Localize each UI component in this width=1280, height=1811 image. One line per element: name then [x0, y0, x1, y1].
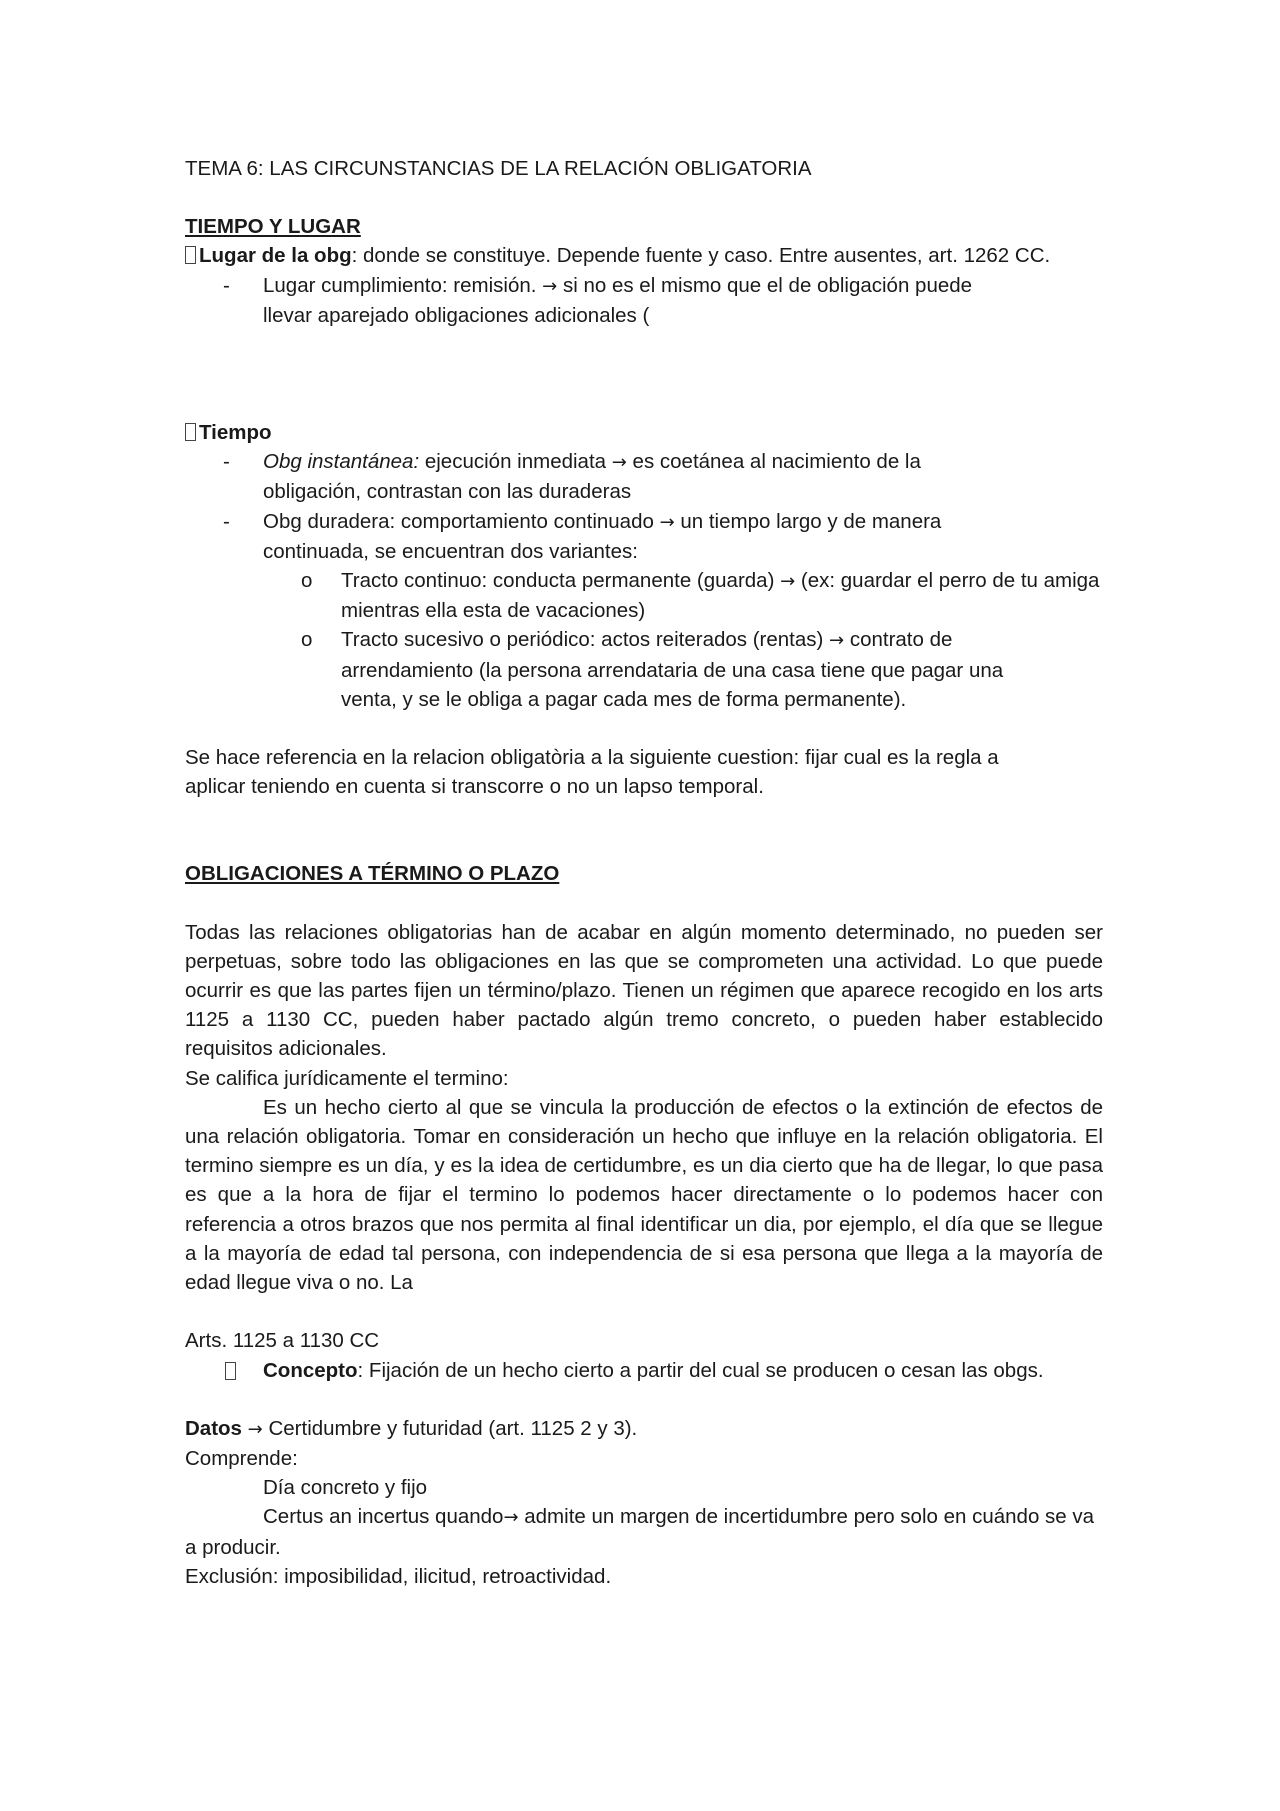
dash-marker: -	[223, 509, 230, 533]
concepto-item	[185, 1356, 1105, 1385]
obg-instantanea-label: Obg instantánea:	[263, 450, 420, 474]
tracto-continuo-detail: (ex: guardar el perro de tu amiga mientras ella esta de vacaciones)	[341, 569, 1100, 623]
tracto-continuo-item	[185, 566, 1101, 625]
arrow-right-icon: →	[611, 452, 627, 474]
lugar-cumplimiento-item	[185, 271, 983, 330]
datos-text: Certidumbre y futuridad (art. 1125 2 y 3).	[262, 1416, 638, 1440]
tiempo-label: Tiempo	[199, 421, 272, 445]
obg-duradera-item	[185, 507, 985, 566]
certus-line	[185, 1502, 1103, 1561]
document-title: TEMA 6: LAS CIRCUNSTANCIAS DE LA RELACIÓN OBLIGATORIA	[185, 157, 812, 180]
arrow-right-icon: →	[247, 1418, 263, 1440]
califica-line: Se califica jurídicamente el termino:	[185, 1066, 509, 1090]
exclusion-line: Exclusión: imposibilidad, ilicitud, retroactividad.	[185, 1564, 612, 1588]
arts-line: Arts. 1125 a 1130 CC	[185, 1329, 380, 1353]
lugar-label: Lugar de la obg	[199, 244, 352, 268]
section-heading-tiempo-lugar: TIEMPO Y LUGAR	[185, 215, 361, 239]
tracto-sucesivo-detail: contrato de arrendamiento (la persona arrendataria de una casa tiene que pagar una venta, y se le obliga a pagar cada mes de forma permanente).	[341, 628, 1004, 711]
missing-glyph-icon	[185, 246, 196, 264]
lugar-cumplimiento-detail: si no es el mismo que el de obligación puede llevar aparejado obligaciones adicionales (	[263, 273, 973, 327]
concepto-text: : Fijación de un hecho cierto a partir del cual se producen o cesan las obgs.	[357, 1358, 1044, 1382]
tracto-sucesivo-item	[185, 625, 1061, 714]
missing-glyph-icon	[225, 1362, 236, 1380]
dash-marker: -	[223, 273, 230, 297]
missing-glyph-icon	[185, 423, 196, 441]
lugar-text: : donde se constituye. Depende fuente y caso. Entre ausentes, art. 1262 CC.	[351, 244, 1051, 268]
concepto-label: Concepto	[263, 1358, 358, 1382]
tiempo-heading	[185, 418, 1105, 447]
section-heading-obligaciones-termino: OBLIGACIONES A TÉRMINO O PLAZO	[185, 862, 560, 886]
obg-instantanea-detail: es coetánea al nacimiento de la obligación, contrastan con las duraderas	[263, 450, 921, 504]
circle-marker: o	[301, 569, 313, 593]
arrow-right-icon: →	[659, 511, 675, 533]
obg-instantanea-item	[185, 447, 985, 506]
obg-duradera-text: Obg duradera: comportamiento continuado	[263, 509, 660, 533]
paragraph-hecho-cierto: Es un hecho cierto al que se vincula la producción de efectos o la extinción de efectos de una relación obligatoria. Tomar en consideración un hecho que influye en la relación obligatoria. El termino siempre es un día, y es la idea de certidumbre, es un dia cierto que ha de llegar, lo que pasa es que a la hora de fijar el termino lo podemos hacer directamente o lo podemos hacer con referencia a otros brazos que nos permita al final identificar un dia, por ejemplo, el día que se llegue a la mayoría de edad tal persona, con independencia de si esa persona que llega a la mayoría de edad llegue viva o no. La	[185, 1095, 1103, 1295]
certus-text: Certus an incertus quando	[263, 1505, 504, 1529]
dia-concreto-line: Día concreto y fijo	[263, 1476, 428, 1500]
dash-marker: -	[223, 450, 230, 474]
obg-duradera-detail: un tiempo largo y de manera continuada, se encuentran dos variantes:	[263, 509, 942, 563]
circle-marker: o	[301, 628, 313, 652]
arrow-right-icon: →	[542, 275, 558, 297]
arrow-right-icon: →	[780, 571, 796, 593]
referencia-paragraph: Se hace referencia en la relacion obligatòria a la siguiente cuestion: fijar cual es la regla a aplicar teniendo en cuenta si transcorre o no un lapso temporal.	[185, 746, 999, 799]
paragraph-relaciones-obligatorias: Todas las relaciones obligatorias han de acabar en algún momento determinado, no pueden ser perpetuas, sobre todo las obligaciones en las que se comprometen una actividad. Lo que puede ocurrir es que las partes fijen un término/plazo. Tienen un régimen que aparece recogido en los arts 1125 a 1130 CC, pueden haber pactado algún tremo concreto, o pueden haber establecido requisitos adicionales.	[185, 920, 1103, 1061]
document-page	[185, 154, 1105, 1591]
lugar-paragraph	[185, 241, 1105, 270]
arrow-right-icon: →	[829, 630, 845, 652]
lugar-cumplimiento-text: Lugar cumplimiento: remisión.	[263, 273, 543, 297]
arrow-right-icon: →	[503, 1507, 519, 1529]
certus-detail: admite un margen de incertidumbre pero solo en cuándo se va a producir.	[185, 1505, 1095, 1559]
datos-line	[185, 1414, 1105, 1444]
tracto-sucesivo-text: Tracto sucesivo o periódico: actos reiterados (rentas)	[341, 628, 830, 652]
tracto-continuo-text: Tracto continuo: conducta permanente (guarda)	[341, 569, 781, 593]
comprende-line: Comprende:	[185, 1446, 298, 1470]
obg-instantanea-text: ejecución inmediata	[419, 450, 612, 474]
datos-label: Datos	[185, 1416, 242, 1440]
